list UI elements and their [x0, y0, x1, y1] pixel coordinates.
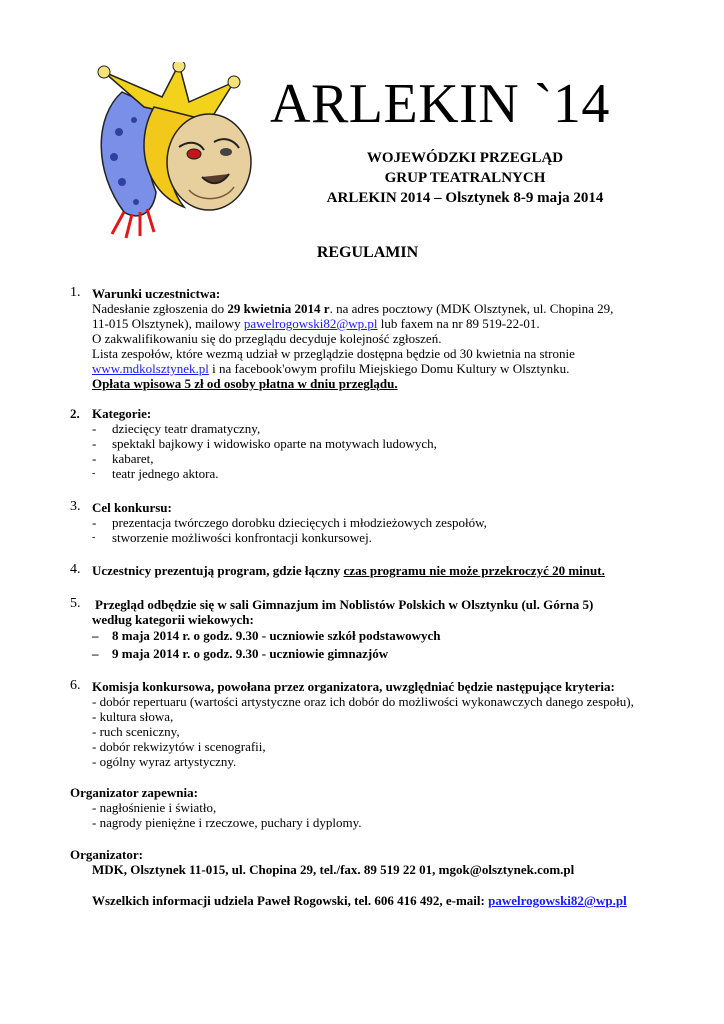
date-dash: –: [92, 628, 99, 643]
list-item: dziecięcy teatr dramatyczny,: [112, 421, 261, 436]
subtitle-line-1: WOJEWÓDZKI PRZEGLĄD: [366, 150, 564, 166]
section-4-text: Uczestnicy prezentują program, gdzie łączny czas programu nie może przekroczyć 20 minut.: [92, 563, 605, 578]
section-1-heading: Warunki uczestnictwa:: [92, 286, 221, 301]
regulamin-heading: REGULAMIN: [316, 244, 419, 261]
contact-email-link[interactable]: pawelrogowski82@wp.pl: [488, 893, 627, 908]
section-2-number: 2.: [70, 406, 80, 421]
section-4-number: 4.: [70, 562, 81, 577]
list-item: stworzenie możliwości konfrontacji konkursowej.: [112, 530, 372, 545]
section-1-line-4: Lista zespołów, które wezmą udział w przeglądzie dostępna będzie od 30 kwietnia na stronie: [92, 346, 575, 361]
section-1-fee: Opłata wpisowa 5 zł od osoby płatna w dniu przeglądu.: [92, 376, 398, 391]
jester-face: [167, 114, 251, 210]
email-link[interactable]: pawelrogowski82@wp.pl: [243, 316, 378, 331]
section-1-line-5: www.mdkolsztynek.pl i na facebook'owym profilu Miejskiego Domu Kultury w Olsztynku.: [92, 361, 570, 376]
organizer-heading: Organizator:: [70, 847, 143, 862]
section-5-line-1: Przegląd odbędzie się w sali Gimnazjum im Noblistów Polskich w Olsztynku (ul. Górna 5): [95, 597, 594, 612]
section-1-line-3: O zakwalifikowaniu się do przeglądu decyduje kolejność zgłoszeń.: [92, 331, 442, 346]
jester-mask-logo: [84, 62, 274, 240]
organizer-provides-heading: Organizator zapewnia:: [70, 785, 198, 800]
section-6-heading: Komisja konkursowa, powołana przez organizatora, uwzględniać będzie następujące kryteria:: [92, 679, 615, 694]
list-dash: -: [92, 421, 97, 436]
subtitle-line-3: ARLEKIN 2014 – Olsztynek 8-9 maja 2014: [326, 190, 604, 206]
section-1-number: 1.: [70, 285, 81, 300]
section-2-heading: Kategorie:: [92, 406, 152, 421]
provides-item: - nagłośnienie i światło,: [92, 800, 217, 815]
list-item: spektakl bajkowy i widowisko oparte na motywach ludowych,: [112, 436, 437, 451]
list-item: teatr jednego aktora.: [112, 466, 219, 481]
section-6-number: 6.: [70, 678, 81, 693]
section-5-line-2: według kategorii wiekowych:: [92, 612, 254, 627]
date-item-1: 8 maja 2014 r. o godz. 9.30 - uczniowie szkół podstawowych: [112, 628, 441, 643]
list-item: kabaret,: [112, 451, 154, 466]
list-dash: -: [92, 532, 96, 543]
list-dash: -: [92, 515, 97, 530]
website-link[interactable]: www.mdkolsztynek.pl: [92, 361, 209, 376]
main-title: ARLEKIN `14: [270, 73, 610, 135]
section-1-line-1: Nadesłanie zgłoszenia do 29 kwietnia 2014 r. na adres pocztowy (MDK Olsztynek, ul. Chopina 29,: [92, 301, 614, 316]
section-5-number: 5.: [70, 596, 81, 611]
list-dash: -: [92, 468, 96, 479]
list-dash: -: [92, 451, 97, 466]
provides-item: - nagrody pieniężne i rzeczowe, puchary i dyplomy.: [92, 815, 362, 830]
subtitle-line-2: GRUP TEATRALNYCH: [384, 170, 546, 186]
criteria-item: - ogólny wyraz artystyczny.: [92, 754, 237, 769]
date-item-2: 9 maja 2014 r. o godz. 9.30 - uczniowie gimnazjów: [112, 646, 389, 661]
section-3-heading: Cel konkursu:: [92, 500, 172, 515]
organizer-contact: MDK, Olsztynek 11-015, ul. Chopina 29, tel./fax. 89 519 22 01, mgok@olsztynek.com.pl: [92, 862, 575, 877]
criteria-item: - dobór rekwizytów i scenografii,: [92, 739, 266, 754]
info-line: Wszelkich informacji udziela Paweł Rogowski, tel. 606 416 492, e-mail: pawelrogowski82@wp.pl: [92, 893, 627, 908]
list-item: prezentacja twórczego dorobku dziecięcych i młodzieżowych zespołów,: [112, 515, 487, 530]
section-3-number: 3.: [70, 499, 81, 514]
criteria-item: - ruch sceniczny,: [92, 724, 180, 739]
criteria-item: - kultura słowa,: [92, 709, 174, 724]
section-1-line-2: 11-015 Olsztynek), mailowy pawelrogowski82@wp.pl lub faxem na nr 89 519-22-01.: [92, 316, 540, 331]
list-dash: -: [92, 436, 97, 451]
criteria-item: - dobór repertuaru (wartości artystyczne oraz ich dobór do możliwości wykonawczych danego zespołu),: [92, 694, 634, 709]
date-dash: –: [92, 646, 99, 661]
